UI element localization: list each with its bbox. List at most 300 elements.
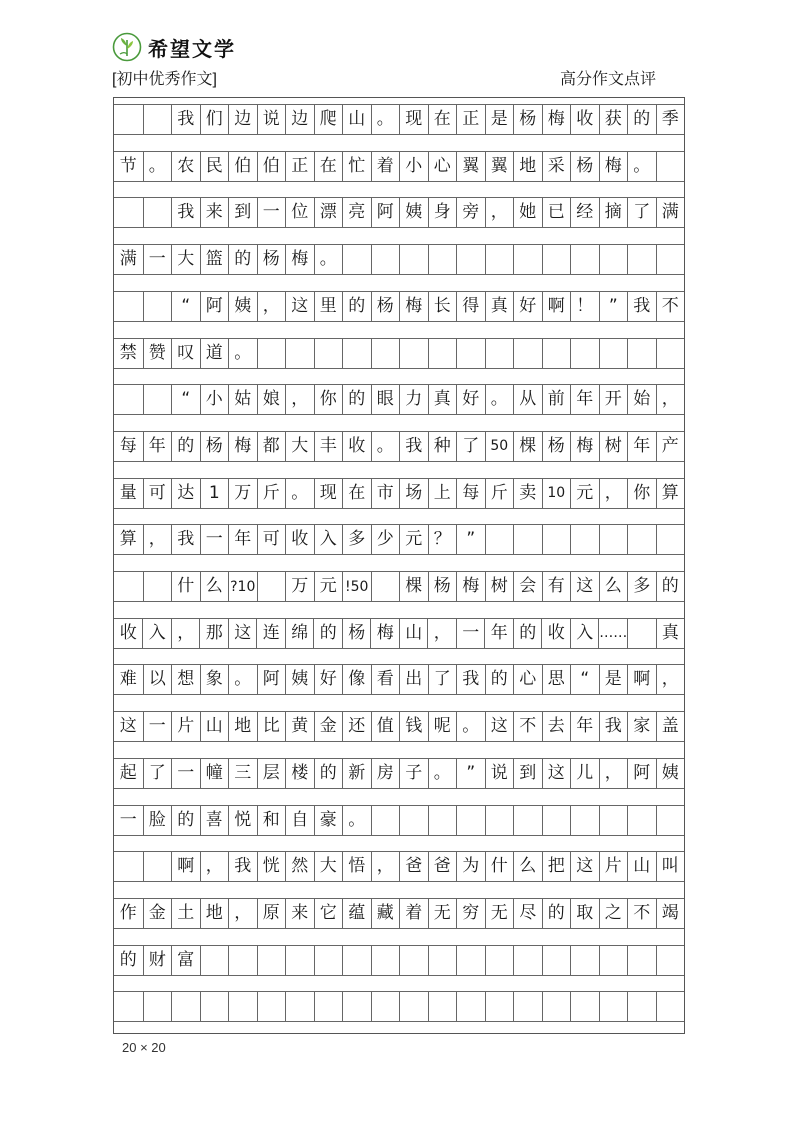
grid-cell: ， — [656, 384, 685, 415]
grid-cell: 1 — [200, 478, 229, 509]
grid-cell: 始 — [627, 384, 656, 415]
grid-cell — [114, 104, 143, 135]
grid-cell: 会 — [513, 571, 542, 602]
grid-cell: 一 — [171, 758, 200, 789]
grid-cell: ， — [285, 384, 314, 415]
grid-row — [114, 664, 684, 695]
grid-cell — [371, 571, 400, 602]
grid-cell — [485, 945, 514, 976]
grid-cell: ， — [200, 851, 229, 882]
grid-cell: 的 — [485, 664, 514, 695]
grid-cell — [513, 338, 542, 369]
grid-cell — [485, 338, 514, 369]
grid-cell: 元 — [399, 524, 428, 555]
grid-cell — [228, 991, 257, 1022]
grid-cell: ， — [143, 524, 172, 555]
grid-cell: 收 — [541, 618, 570, 649]
grid-cell: 的 — [171, 805, 200, 836]
grid-cell: 树 — [599, 431, 628, 462]
grid-cell: 我 — [171, 524, 200, 555]
grid-cell: 楼 — [285, 758, 314, 789]
grid-cell: 我 — [599, 711, 628, 742]
grid-cell: 心 — [513, 664, 542, 695]
grid-cell: 杨 — [570, 151, 599, 182]
grid-cell — [485, 524, 514, 555]
grid-cell: 那 — [199, 618, 228, 649]
grid-cell: 民 — [200, 151, 229, 182]
grid-cell: 喜 — [200, 805, 229, 836]
grid-cell — [513, 991, 542, 1022]
grid-cell: 边 — [228, 104, 257, 135]
grid-row — [114, 244, 684, 275]
essay-tag: 高分作文点评 — [560, 71, 657, 88]
grid-cell: ， — [485, 197, 514, 228]
grid-cell: 阿 — [257, 664, 286, 695]
grid-cell — [257, 571, 286, 602]
grid-cell — [285, 338, 314, 369]
grid-cell: 忙 — [342, 151, 371, 182]
grid-cell: 赞 — [143, 338, 172, 369]
grid-cell: 地 — [513, 151, 542, 182]
grid-cell: 尽 — [513, 898, 542, 929]
grid-cell: 新 — [342, 758, 371, 789]
grid-cell: 一 — [456, 618, 485, 649]
grid-cell — [485, 244, 514, 275]
grid-cell — [428, 945, 457, 976]
grid-cell: 你 — [314, 384, 343, 415]
grid-cell: 市 — [371, 478, 400, 509]
grid-cell: 大 — [171, 244, 200, 275]
grid-cell: 节 — [114, 151, 143, 182]
grid-cell — [570, 945, 599, 976]
grid-cell: 前 — [542, 384, 571, 415]
grid-cell: 阿 — [200, 291, 229, 322]
grid-cell: 从 — [513, 384, 542, 415]
grid-cell: 每 — [456, 478, 485, 509]
grid-cell — [399, 338, 428, 369]
grid-cell: 脸 — [143, 805, 172, 836]
grid-cell — [399, 805, 428, 836]
grid-cell: 真 — [656, 618, 685, 649]
grid-cell: 亮 — [342, 197, 371, 228]
grid-cell: 季 — [656, 104, 685, 135]
grid-cell — [485, 805, 514, 836]
grid-cell: 着 — [399, 898, 428, 929]
grid-cell: 了 — [627, 197, 656, 228]
grid-cell — [428, 805, 457, 836]
grid-cell: 伯 — [228, 151, 257, 182]
grid-row — [114, 571, 684, 602]
grid-cell: 梅 — [599, 151, 628, 182]
grid-cell: 棵 — [399, 571, 428, 602]
grid-cell: 富 — [171, 945, 200, 976]
grid-cell: 收 — [342, 431, 371, 462]
grid-cell: 小 — [200, 384, 229, 415]
grid-cell: 。 — [228, 338, 257, 369]
grid-cell: 像 — [342, 664, 371, 695]
grid-cell: 年 — [484, 618, 513, 649]
grid-cell: 真 — [485, 291, 514, 322]
brand-name: 希望文学 — [148, 36, 236, 61]
grid-cell: 。 — [371, 431, 400, 462]
grid-cell: 获 — [599, 104, 628, 135]
grid-cell: 她 — [513, 197, 542, 228]
grid-cell — [257, 338, 286, 369]
grid-cell — [114, 851, 143, 882]
grid-cell: 的 — [627, 104, 656, 135]
composition-grid — [113, 97, 685, 1034]
grid-cell: 收 — [570, 104, 599, 135]
grid-cell: 连 — [256, 618, 285, 649]
grid-cell: 无 — [428, 898, 457, 929]
grid-cell: 的 — [513, 618, 542, 649]
grid-cell — [599, 338, 628, 369]
grid-cell: 道 — [200, 338, 229, 369]
grid-cell — [542, 524, 571, 555]
grid-cell: 出 — [399, 664, 428, 695]
grid-cell — [656, 338, 685, 369]
grid-cell: 有 — [542, 571, 571, 602]
grid-cell — [114, 991, 143, 1022]
grid-cell: 蕴 — [342, 898, 371, 929]
grid-cell: 可 — [257, 524, 286, 555]
grid-cell: “ — [171, 291, 200, 322]
grid-cell: 一 — [114, 805, 143, 836]
grid-cell: 现 — [399, 104, 428, 135]
grid-cell: 之 — [599, 898, 628, 929]
grid-cell: 什 — [485, 851, 514, 882]
grid-cell — [599, 945, 628, 976]
grid-cell — [456, 805, 485, 836]
grid-row — [114, 805, 684, 836]
grid-cell: 杨 — [257, 244, 286, 275]
grid-cell: 山 — [399, 618, 428, 649]
grid-cell — [399, 991, 428, 1022]
essay-category: [初中优秀作文] — [112, 71, 217, 88]
grid-cell — [342, 991, 371, 1022]
grid-cell: 和 — [257, 805, 286, 836]
grid-row — [114, 851, 684, 882]
grid-cell: 恍 — [257, 851, 286, 882]
grid-cell — [143, 197, 172, 228]
grid-cell — [570, 338, 599, 369]
grid-cell: 的 — [342, 291, 371, 322]
grid-cell: 丰 — [314, 431, 343, 462]
grid-cell: 。 — [428, 758, 457, 789]
grid-cell: 这 — [570, 571, 599, 602]
grid-cell: 。 — [371, 104, 400, 135]
grid-cell: 杨 — [542, 431, 571, 462]
grid-cell — [143, 384, 172, 415]
grid-cell — [428, 338, 457, 369]
grid-cell: ， — [599, 758, 628, 789]
grid-cell: ” — [599, 291, 628, 322]
grid-cell: 房 — [371, 758, 400, 789]
grid-cell: 满 — [114, 244, 143, 275]
grid-cell — [143, 571, 172, 602]
grid-cell — [456, 338, 485, 369]
grid-row — [114, 898, 684, 929]
grid-cell — [371, 805, 400, 836]
grid-cell: 你 — [627, 478, 656, 509]
grid-row — [114, 524, 684, 555]
grid-cell: 啊 — [542, 291, 571, 322]
grid-cell: 片 — [599, 851, 628, 882]
grid-cell: 姑 — [228, 384, 257, 415]
grid-cell: 元 — [570, 478, 599, 509]
grid-cell: 经 — [570, 197, 599, 228]
grid-cell — [371, 945, 400, 976]
grid-cell: 杨 — [342, 618, 371, 649]
grid-cell: 上 — [428, 478, 457, 509]
grid-cell: 翼 — [456, 151, 485, 182]
grid-cell: 穷 — [456, 898, 485, 929]
grid-cell: 篮 — [200, 244, 229, 275]
grid-cell: 思 — [542, 664, 571, 695]
grid-cell: ， — [257, 291, 286, 322]
grid-cell — [257, 991, 286, 1022]
grid-cell: 地 — [228, 711, 257, 742]
grid-cell — [542, 805, 571, 836]
grid-cell: 伯 — [257, 151, 286, 182]
grid-cell — [485, 991, 514, 1022]
grid-cell: 年 — [228, 524, 257, 555]
grid-cell: 去 — [542, 711, 571, 742]
grid-cell: 。 — [342, 805, 371, 836]
grid-cell — [314, 991, 343, 1022]
grid-cell: 的 — [313, 618, 342, 649]
grid-cell — [513, 945, 542, 976]
grid-cell: 的 — [228, 244, 257, 275]
grid-cell: 长 — [428, 291, 457, 322]
grid-cell: 在 — [428, 104, 457, 135]
grid-cell: 的 — [542, 898, 571, 929]
grid-cell: 是 — [599, 664, 628, 695]
grid-cell: 大 — [314, 851, 343, 882]
grid-cell: 阿 — [627, 758, 656, 789]
grid-cell: 漂 — [314, 197, 343, 228]
grid-cell — [627, 945, 656, 976]
grid-cell: 眼 — [371, 384, 400, 415]
grid-cell: 这 — [285, 291, 314, 322]
grid-cell: 金 — [143, 898, 172, 929]
logo — [112, 30, 236, 64]
grid-cell: 的 — [314, 758, 343, 789]
grid-cell: 元 — [314, 571, 343, 602]
grid-cell: 场 — [399, 478, 428, 509]
grid-cell — [342, 338, 371, 369]
grid-cell: 小 — [399, 151, 428, 182]
grid-cell — [513, 524, 542, 555]
grid-cell: 悟 — [342, 851, 371, 882]
grid-cell — [513, 244, 542, 275]
grid-cell: 不 — [627, 898, 656, 929]
grid-cell — [627, 805, 656, 836]
grid-cell: 位 — [285, 197, 314, 228]
grid-row — [114, 991, 684, 1022]
grid-cell: ， — [656, 664, 685, 695]
grid-row — [114, 384, 684, 415]
grid-cell: 万 — [228, 478, 257, 509]
grid-cell: 杨 — [200, 431, 229, 462]
grid-cell: 每 — [114, 431, 143, 462]
grid-cell — [200, 991, 229, 1022]
grid-cell: 藏 — [371, 898, 400, 929]
grid-cell: 我 — [399, 431, 428, 462]
grid-cell: 的 — [656, 571, 685, 602]
grid-cell: 姨 — [399, 197, 428, 228]
grid-cell: 的 — [342, 384, 371, 415]
grid-cell: 儿 — [570, 758, 599, 789]
grid-cell: 正 — [456, 104, 485, 135]
grid-cell: 50 — [485, 431, 514, 462]
grid-cell: 原 — [257, 898, 286, 929]
grid-cell: 们 — [200, 104, 229, 135]
grid-cell: 采 — [542, 151, 571, 182]
grid-cell: 黄 — [285, 711, 314, 742]
grid-cell: 地 — [200, 898, 229, 929]
grid-cell: ” — [456, 524, 485, 555]
grid-cell — [228, 945, 257, 976]
grid-cell: 。 — [314, 244, 343, 275]
grid-cell: 都 — [257, 431, 286, 462]
grid-cell — [656, 151, 685, 182]
grid-cell: 层 — [257, 758, 286, 789]
grid-cell: 翼 — [485, 151, 514, 182]
grid-cell: 农 — [171, 151, 200, 182]
grid-cell — [570, 805, 599, 836]
grid-cell: 爬 — [314, 104, 343, 135]
grid-cell: 得 — [456, 291, 485, 322]
grid-cell: 幢 — [200, 758, 229, 789]
grid-cell — [428, 991, 457, 1022]
grid-cell: 着 — [371, 151, 400, 182]
grid-cell: 收 — [285, 524, 314, 555]
grid-cell — [399, 945, 428, 976]
grid-cell: 么 — [599, 571, 628, 602]
grid-cell — [171, 991, 200, 1022]
grid-cell: 摘 — [599, 197, 628, 228]
grid-cell — [371, 244, 400, 275]
grid-cell — [143, 851, 172, 882]
grid-cell: 然 — [285, 851, 314, 882]
grid-cell — [513, 805, 542, 836]
grid-cell: 姨 — [656, 758, 685, 789]
grid-cell — [428, 244, 457, 275]
grid-cell: ？ — [428, 524, 457, 555]
grid-cell: 好 — [513, 291, 542, 322]
grid-cell: 好 — [456, 384, 485, 415]
grid-cell: 这 — [228, 618, 257, 649]
grid-cell: ！ — [570, 291, 599, 322]
grid-cell: 梅 — [542, 104, 571, 135]
grid-cell: 到 — [228, 197, 257, 228]
grid-cell: 象 — [200, 664, 229, 695]
grid-cell: 子 — [399, 758, 428, 789]
grid-cell: 说 — [485, 758, 514, 789]
grid-cell — [627, 524, 656, 555]
grid-cell: 一 — [143, 711, 172, 742]
grid-cell: 无 — [485, 898, 514, 929]
grid-cell: 年 — [570, 711, 599, 742]
grid-cell — [627, 338, 656, 369]
grid-row — [114, 104, 684, 135]
grid-cell — [200, 945, 229, 976]
grid-cell: ， — [371, 851, 400, 882]
grid-cell: 算 — [656, 478, 685, 509]
grid-cell — [371, 991, 400, 1022]
grid-cell: 边 — [285, 104, 314, 135]
grid-cell: 来 — [200, 197, 229, 228]
grid-cell: 三 — [228, 758, 257, 789]
grid-cell: 作 — [114, 898, 143, 929]
grid-cell — [627, 244, 656, 275]
grid-cell: 难 — [114, 664, 143, 695]
grid-cell: 不 — [656, 291, 685, 322]
grid-cell: 梅 — [285, 244, 314, 275]
grid-cell: 自 — [285, 805, 314, 836]
grid-cell — [342, 945, 371, 976]
grid-cell — [599, 244, 628, 275]
grid-cell: 叹 — [171, 338, 200, 369]
grid-cell: 的 — [114, 945, 143, 976]
grid-cell: 。 — [143, 151, 172, 182]
grid-cell — [456, 945, 485, 976]
grid-cell: 呢 — [428, 711, 457, 742]
grid-cell: 算 — [114, 524, 143, 555]
grid-cell: 年 — [570, 384, 599, 415]
grid-cell: 豪 — [314, 805, 343, 836]
grid-cell: 我 — [171, 197, 200, 228]
grid-row — [114, 151, 684, 182]
grid-cell: 一 — [143, 244, 172, 275]
grid-cell — [143, 104, 172, 135]
grid-cell: 禁 — [114, 338, 143, 369]
grid-cell: 年 — [143, 431, 172, 462]
grid-spec: 20 × 20 — [122, 1040, 166, 1055]
grid-cell: “ — [570, 664, 599, 695]
grid-cell: 说 — [257, 104, 286, 135]
grid-cell: 梅 — [456, 571, 485, 602]
grid-cell: 10 — [542, 478, 571, 509]
grid-cell — [114, 384, 143, 415]
grid-cell: 万 — [285, 571, 314, 602]
grid-cell — [371, 338, 400, 369]
grid-cell: 的 — [171, 431, 200, 462]
grid-cell: “ — [171, 384, 200, 415]
hope-literature-logo-icon — [112, 32, 142, 62]
grid-cell: 到 — [513, 758, 542, 789]
grid-cell — [456, 244, 485, 275]
grid-cell: 来 — [285, 898, 314, 929]
grid-cell: ?10 — [228, 571, 257, 602]
grid-cell: 斤 — [485, 478, 514, 509]
grid-row — [114, 478, 684, 509]
grid-cell: 旁 — [456, 197, 485, 228]
grid-cell: 山 — [200, 711, 229, 742]
grid-cell — [542, 244, 571, 275]
grid-cell — [456, 991, 485, 1022]
grid-cell: 一 — [200, 524, 229, 555]
grid-cell: 种 — [428, 431, 457, 462]
grid-cell: 山 — [342, 104, 371, 135]
grid-cell: 娘 — [257, 384, 286, 415]
grid-cell — [285, 945, 314, 976]
grid-cell: ， — [427, 618, 456, 649]
grid-cell: 这 — [485, 711, 514, 742]
grid-cell: 棵 — [513, 431, 542, 462]
grid-cell: 在 — [314, 151, 343, 182]
